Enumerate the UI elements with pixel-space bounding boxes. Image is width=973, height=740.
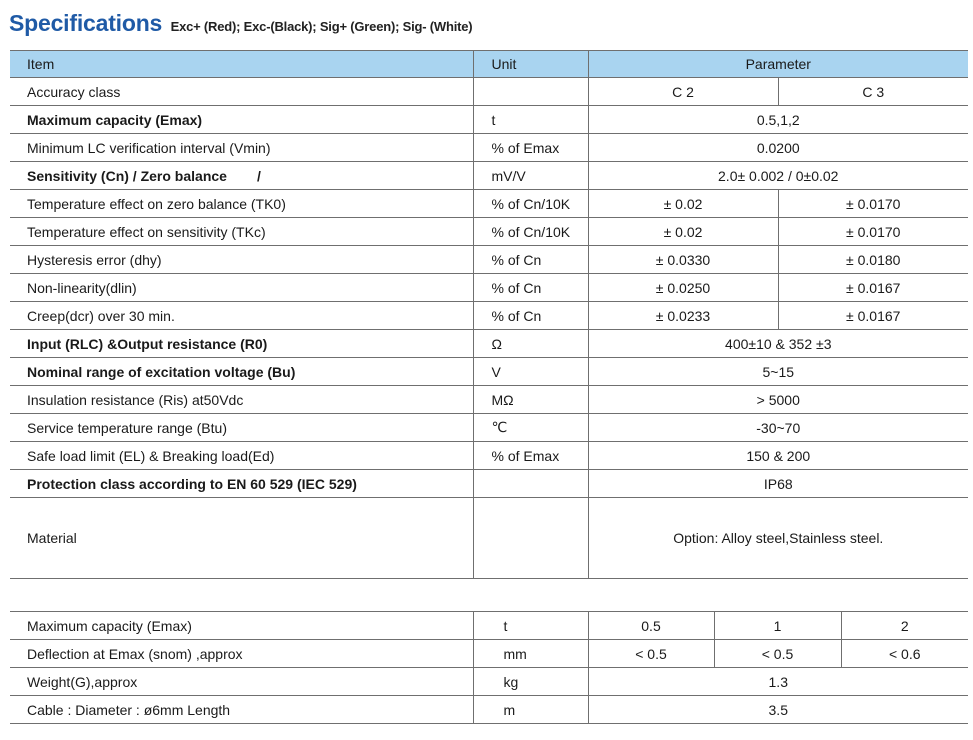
table-row (10, 190, 968, 218)
row-value-c3: ± 0.0167 (778, 274, 968, 302)
row-unit: mV/V (473, 162, 588, 190)
row-unit: t (473, 612, 588, 640)
row-value-c2: ± 0.0233 (588, 302, 778, 330)
row-value-1: < 0.5 (588, 640, 714, 668)
row-value-c2: ± 0.02 (588, 218, 778, 246)
table-row (10, 386, 968, 414)
row-value: > 5000 (588, 386, 968, 414)
row-item: Protection class according to EN 60 529 (IEC 529) (10, 470, 473, 498)
table-row (10, 668, 968, 696)
table-row (10, 106, 968, 134)
table-row (10, 696, 968, 724)
row-unit: % of Cn/10K (473, 190, 588, 218)
row-value-c3: ± 0.0180 (778, 246, 968, 274)
header-unit: Unit (473, 51, 588, 78)
table-row (10, 134, 968, 162)
table-row (10, 612, 968, 640)
row-unit: % of Cn (473, 274, 588, 302)
row-unit: % of Emax (473, 134, 588, 162)
row-value-1: 0.5 (588, 612, 714, 640)
row-item: Temperature effect on zero balance (TK0) (10, 190, 473, 218)
specifications-table (10, 50, 968, 579)
row-item: Material (10, 498, 473, 579)
table-row (10, 640, 968, 668)
row-unit: t (473, 106, 588, 134)
table-row (10, 414, 968, 442)
row-value-c2: ± 0.02 (588, 190, 778, 218)
row-value: Option: Alloy steel,Stainless steel. (588, 498, 968, 579)
table-header-row (10, 51, 968, 78)
row-value: 5~15 (588, 358, 968, 386)
row-unit: mm (473, 640, 588, 668)
row-item: Nominal range of excitation voltage (Bu) (10, 358, 473, 386)
class-c2: C 2 (588, 78, 778, 106)
row-item: Weight(G),approx (10, 668, 473, 696)
row-item: Creep(dcr) over 30 min. (10, 302, 473, 330)
header-item: Item (10, 51, 473, 78)
row-item: Temperature effect on sensitivity (TKc) (10, 218, 473, 246)
table-row (10, 218, 968, 246)
row-value-3: < 0.6 (841, 640, 968, 668)
row-unit: m (473, 696, 588, 724)
table-row (10, 274, 968, 302)
row-value-c2: ± 0.0330 (588, 246, 778, 274)
row-item: Accuracy class (10, 78, 473, 106)
row-item: Insulation resistance (Ris) at50Vdc (10, 386, 473, 414)
capacity-table (10, 611, 968, 724)
row-item: Hysteresis error (dhy) (10, 246, 473, 274)
row-unit: Ω (473, 330, 588, 358)
header-parameter: Parameter (588, 51, 968, 78)
row-item: Deflection at Emax (snom) ,approx (10, 640, 473, 668)
row-value: 400±10 & 352 ±3 (588, 330, 968, 358)
row-item: Safe load limit (EL) & Breaking load(Ed) (10, 442, 473, 470)
row-value-c3: ± 0.0170 (778, 190, 968, 218)
row-unit: % of Cn/10K (473, 218, 588, 246)
row-value: 150 & 200 (588, 442, 968, 470)
class-c3: C 3 (778, 78, 968, 106)
row-value: 1.3 (588, 668, 968, 696)
row-item: Minimum LC verification interval (Vmin) (10, 134, 473, 162)
row-item: Non-linearity(dlin) (10, 274, 473, 302)
table-row-material (10, 498, 968, 579)
row-unit: % of Cn (473, 302, 588, 330)
table-row (10, 358, 968, 386)
title-main: Specifications (9, 10, 163, 36)
row-value-c2: ± 0.0250 (588, 274, 778, 302)
row-unit: ℃ (473, 414, 588, 442)
row-item (10, 162, 473, 190)
row-value-2: < 0.5 (714, 640, 841, 668)
row-item: Cable : Diameter : ø6mm Length (10, 696, 473, 724)
title-wiring-subtitle: Exc+ (Red); Exc-(Black); Sig+ (Green); Sig- (White) (170, 19, 473, 34)
row-value-c3: ± 0.0170 (778, 218, 968, 246)
table-row (10, 246, 968, 274)
row-unit: % of Cn (473, 246, 588, 274)
row-value: 3.5 (588, 696, 968, 724)
row-unit: V (473, 358, 588, 386)
table-row (10, 302, 968, 330)
table-row (10, 78, 968, 106)
table-row (10, 470, 968, 498)
row-value-3: 2 (841, 612, 968, 640)
row-item: Service temperature range (Btu) (10, 414, 473, 442)
row-item: Maximum capacity (Emax) (10, 612, 473, 640)
row-value: -30~70 (588, 414, 968, 442)
row-value: 0.5,1,2 (588, 106, 968, 134)
table-row (10, 162, 968, 190)
table-row (10, 330, 968, 358)
table-row (10, 442, 968, 470)
row-unit (473, 470, 588, 498)
row-unit: % of Emax (473, 442, 588, 470)
row-value: IP68 (588, 470, 968, 498)
row-value-c3: ± 0.0167 (778, 302, 968, 330)
row-value: 2.0± 0.002 / 0±0.02 (588, 162, 968, 190)
row-value: 0.0200 (588, 134, 968, 162)
page-title (9, 10, 472, 44)
row-item: Maximum capacity (Emax) (10, 106, 473, 134)
row-value-2: 1 (714, 612, 841, 640)
row-item-slash: / (256, 167, 261, 184)
row-item: Input (RLC) &Output resistance (R0) (10, 330, 473, 358)
row-unit: kg (473, 668, 588, 696)
row-item-label: Sensitivity (Cn) / Zero balance (27, 167, 227, 184)
row-unit: MΩ (473, 386, 588, 414)
